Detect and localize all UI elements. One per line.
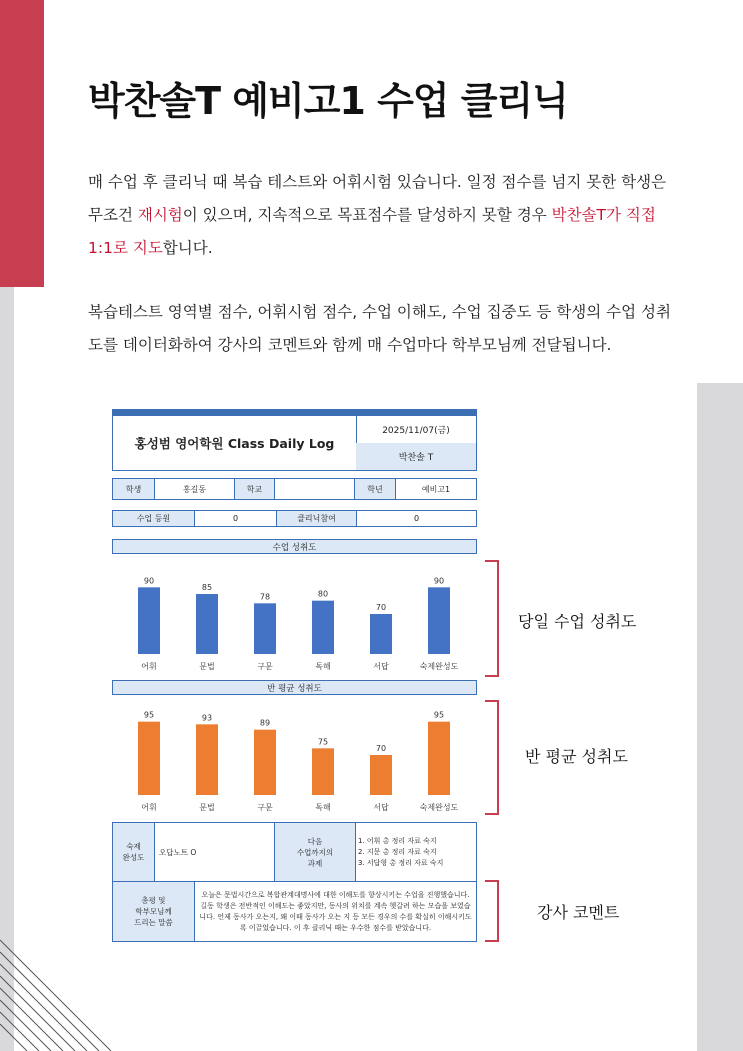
next-homework-item: 1. 어휘 총 정리 자료 숙지 — [358, 836, 437, 845]
data-label: 93 — [201, 713, 213, 723]
bracket-today — [485, 560, 499, 677]
category-label: 숙제완성도 — [419, 803, 459, 812]
school-value — [275, 479, 355, 499]
bar-독해 — [312, 601, 334, 654]
student-label: 학생 — [113, 479, 155, 499]
bar-독해 — [312, 748, 334, 795]
data-label: 85 — [201, 583, 213, 592]
intro-highlight-retest: 재시험 — [137, 206, 183, 224]
side-label-today: 당일 수업 성취도 — [518, 612, 637, 631]
data-label: 70 — [375, 603, 387, 612]
category-label: 어휘 — [141, 803, 157, 812]
intro-paragraph — [88, 166, 678, 265]
data-label: 70 — [375, 744, 387, 753]
category-label: 독해 — [315, 662, 331, 671]
bar-구문 — [254, 730, 276, 795]
page-title: 박찬솔T 예비고1 수업 클리닉 — [88, 79, 568, 123]
clinic-value: 0 — [413, 514, 420, 523]
bar-어휘 — [138, 722, 160, 795]
comment-label: 총평 및 학부모님께 드리는 말씀 — [113, 882, 195, 941]
decorative-gray-right-bar — [697, 383, 743, 1051]
category-label: 문법 — [199, 662, 215, 671]
bar-숙제완성도 — [428, 722, 450, 795]
bar-숙제완성도 — [428, 587, 450, 654]
class-average-bar-chart — [112, 698, 477, 818]
log-title: 홍성범 영어학원 Class Daily Log — [113, 416, 357, 470]
homework-label: 숙제 완성도 — [113, 823, 155, 882]
category-label: 구문 — [257, 662, 273, 671]
data-label: 75 — [317, 737, 329, 747]
bracket-comment — [485, 880, 499, 942]
next-homework-label: 다음 수업까지의 과제 — [275, 823, 356, 882]
category-label: 숙제완성도 — [419, 662, 459, 671]
bar-문법 — [196, 594, 218, 654]
intro-paragraph-2: 복습테스트 영역별 점수, 어휘시험 점수, 수업 이해도, 수업 집중도 등 학생의 수업 성취도를 데이터화하여 강사의 코멘트와 함께 매 수업마다 학부모님께 전달됩니다. — [88, 303, 671, 354]
log-teacher: 박찬솔 T — [356, 443, 476, 470]
next-homework-item: 3. 서답형 총 정리 자료 숙지 — [358, 858, 444, 867]
grade-value: 예비고1 — [421, 484, 451, 494]
teacher-comment: 오늘은 문법시간으로 복합관계대명사에 대한 이해도를 향상시키는 수업을 진행했습니다. 길동 학생은 전반적인 이해도는 좋았지만, 동사의 위치를 계속 헷갈려 하는 모습을 보였습니다. 언제 동사가 오는지, 왜 이때 동사가 오는 지 등 모든 경우의 수를 확실히 이해시키도록 이끌었습니다. 이 후 클리닉 때는 우수한 점수를 받았습니다. — [199, 890, 472, 932]
student-info-row — [112, 478, 477, 500]
category-label: 어휘 — [141, 662, 157, 671]
data-label: 89 — [259, 718, 271, 728]
comment-table — [112, 822, 477, 942]
next-homework-list — [356, 823, 476, 882]
category-label: 서답 — [373, 662, 389, 671]
grade-label: 학년 — [355, 479, 396, 499]
log-header — [112, 415, 477, 471]
clinic-label: 클리닉참여 — [277, 511, 357, 526]
data-label: 95 — [433, 710, 445, 720]
category-label: 독해 — [315, 803, 331, 812]
data-label: 80 — [317, 589, 329, 599]
attendance-value: 0 — [195, 511, 277, 526]
category-label: 구문 — [257, 803, 273, 812]
bar-어휘 — [138, 587, 160, 654]
attendance-row — [112, 510, 477, 527]
class-daily-log — [112, 409, 477, 942]
attendance-label: 수업 등원 — [113, 511, 195, 526]
data-label: 95 — [143, 710, 155, 720]
student-value: 홍길동 — [155, 479, 235, 499]
intro-text-1: 매 수업 후 클리닉 때 복습 테스트와 어휘시험 있습니다. 일정 점수를 넘지 못한 학생은 무조건 — [88, 173, 667, 224]
section-title-class-average: 반 평균 성취도 — [112, 680, 477, 695]
data-label: 78 — [259, 592, 271, 602]
category-label: 서답 — [373, 803, 389, 812]
bar-구문 — [254, 603, 276, 654]
section-title-achievement: 수업 성취도 — [112, 539, 477, 554]
bar-서답 — [370, 614, 392, 654]
intro-text-2: 이 있으며, 지속적으로 목표점수를 달성하지 못할 경우 — [182, 206, 552, 224]
next-homework-item: 2. 지문 총 정리 자료 숙지 — [358, 847, 437, 856]
side-label-average: 반 평균 성취도 — [525, 747, 628, 766]
data-label: 90 — [143, 576, 155, 586]
intro-text-3: 합니다. — [162, 239, 213, 257]
bracket-average — [485, 700, 499, 815]
data-label: 90 — [433, 576, 445, 586]
homework-value: 오답노트 O — [155, 823, 275, 882]
log-date: 2025/11/07(금) — [356, 416, 476, 444]
school-label: 학교 — [235, 479, 275, 499]
decorative-red-bar — [0, 0, 44, 287]
intro-highlight-tutoring: 박찬솔T가 직접 1:1로 지도 — [88, 206, 656, 257]
bar-문법 — [196, 724, 218, 795]
bar-서답 — [370, 755, 392, 795]
side-label-comment: 강사 코멘트 — [537, 903, 620, 922]
category-label: 문법 — [199, 803, 215, 812]
decorative-hatch-lines — [0, 930, 120, 1051]
achievement-bar-chart — [112, 557, 477, 677]
